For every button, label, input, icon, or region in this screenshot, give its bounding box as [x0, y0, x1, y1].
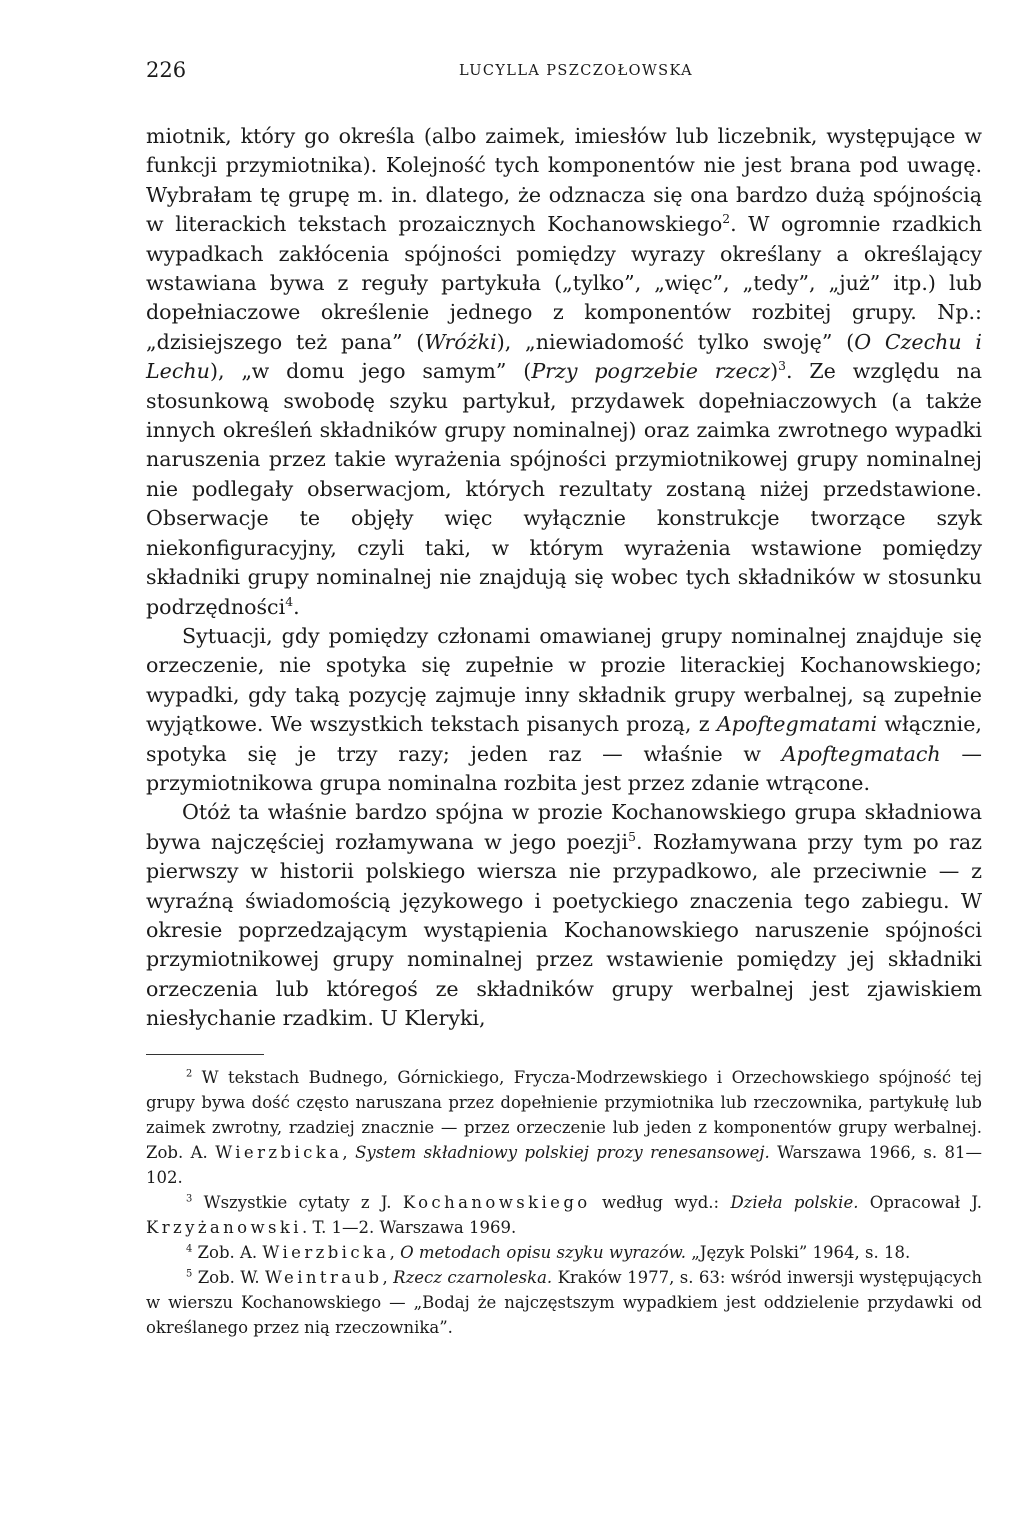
main-text: [146, 122, 982, 1034]
paragraph-3: Otóż ta właśnie bardzo spójna w prozie Kochanowskiego grupa składniowa bywa najczęściej rozłamywana w jego poezji$^5$. Rozłamywana przy tym po raz pierwszy w historii polskiego wiersza nie przypadkowo, ale przeciwnie — z wyraźną świadomością językowego i poetyckiego znaczenia tego zabiegu. W okresie poprzedzającym wystąpienia Kochanowskiego naruszenie spójności przymiotnikowej grupy nominalnej przez wstawienie pomiędzy jej składniki orzeczenia lub któregoś ze składników grupy werbalnej jest zjawiskiem niesłychanie rzadkim. U Kleryki,: [146, 800, 982, 1031]
footnote-4: $^4$ Zob. A. Wierzbicka, O metodach opisu szyku wyrazów. „Język Polski” 1964, s. 18.: [186, 1242, 911, 1262]
footnote-2: $^2$ W tekstach Budnego, Górnickiego, Frycza-Modrzewskiego i Orzechowskiego spójność tej grupy bywa dość często naruszana przez dopełnienie przymiotnika lub rzeczownika, partykułę lub zaimek zwrotny, rzadziej znacznie — przez orzeczenie lub jeden z komponentów grupy werbalnej. Zob. A. Wierzbicka, System składniowy polskiej prozy renesansowej. Warszawa 1966, s. 81—102.: [146, 1067, 983, 1187]
paragraph-1: miotnik, który go określa (albo zaimek, imiesłów lub liczebnik, występujące w funkcji przymiotnika). Kolejność tych komponentów nie jest brana pod uwagę. Wybrałam tę grupę m. in. dlatego, że odznacza się ona bardzo dużą spójnością w literackich tekstach prozaicznych Kochanowskiego$^2$. W ogromnie rzadkich wypadkach zakłócenia spójności pomiędzy wyrazy określany a określający wstawiana bywa z reguły partykuła („tylko”, „więc”, „tedy”, „już” itp.) lub dopełniaczowe określenie jednego z komponentów rozbitej grupy. Np.: „dzisiejszego też pana” (Wróżki), „niewiadomość tylko swoję” (O Czechu i Lechu), „w domu jego samym” (Przy pogrzebie rzecz)$^3$. Ze względu na stosunkową swobodę szyku partykuł, przydawek dopełniaczowych (a także innych określeń składników grupy nominalnej) oraz zaimka zwrotnego wypadki naruszenia przez takie wyrażenia spójności przymiotnikowej grupy nominalnej nie podlegały obserwacjom, których rezultaty zostaną niżej przedstawione. Obserwacje te objęły więc wyłącznie konstrukcje tworzące szyk niekonfiguracyjny, czyli taki, w którym wyrażenia wstawione pomiędzy składniki grupy nominalnej nie znajdują się wobec tych składników w stosunku podrzędności$^4$.: [146, 124, 983, 619]
footnote-ref-3[interactable]: 3: [778, 359, 786, 374]
footnote-3: $^3$ Wszystkie cytaty z J. Kochanowskiego według wyd.: Dzieła polskie. Opracował J. Krzyżanowski. T. 1—2. Warszawa 1969.: [146, 1192, 982, 1237]
footnote-ref-4[interactable]: 4: [285, 594, 294, 609]
footnote-separator: [146, 1054, 264, 1055]
footnotes: [146, 1065, 982, 1340]
book-page: [146, 52, 982, 1340]
footnote-ref-5[interactable]: 5: [628, 829, 636, 844]
footnote-ref-2[interactable]: 2: [722, 212, 731, 227]
footnote-5: $^5$ Zob. W. Weintraub, Rzecz czarnoleska. Kraków 1977, s. 63: wśród inwersji występujących w wierszu Kochanowskiego — „Bodaj że najczęstszym wypadkiem jest oddzielenie przydawki od określanego przez nią rzeczownika”.: [146, 1267, 983, 1337]
running-header: [146, 52, 982, 92]
page-number: 226: [146, 58, 187, 82]
paragraph-2: Sytuacji, gdy pomiędzy członami omawianej grupy nominalnej znajduje się orzeczenie, nie spotyka się zupełnie w prozie literackiej Kochanowskiego; wypadki, gdy taką pozycję zajmuje inny składnik grupy werbalnej, są zupełnie wyjątkowe. We wszystkich tekstach pisanych prozą, z Apoftegmatami włącznie, spotyka się je trzy razy; jeden raz — właśnie w Apoftegmatach — przymiotnikowa grupa nominalna rozbita jest przez zdanie wtrącone.: [146, 623, 982, 795]
running-title: LUCYLLA PSZCZOŁOWSKA: [458, 63, 694, 79]
